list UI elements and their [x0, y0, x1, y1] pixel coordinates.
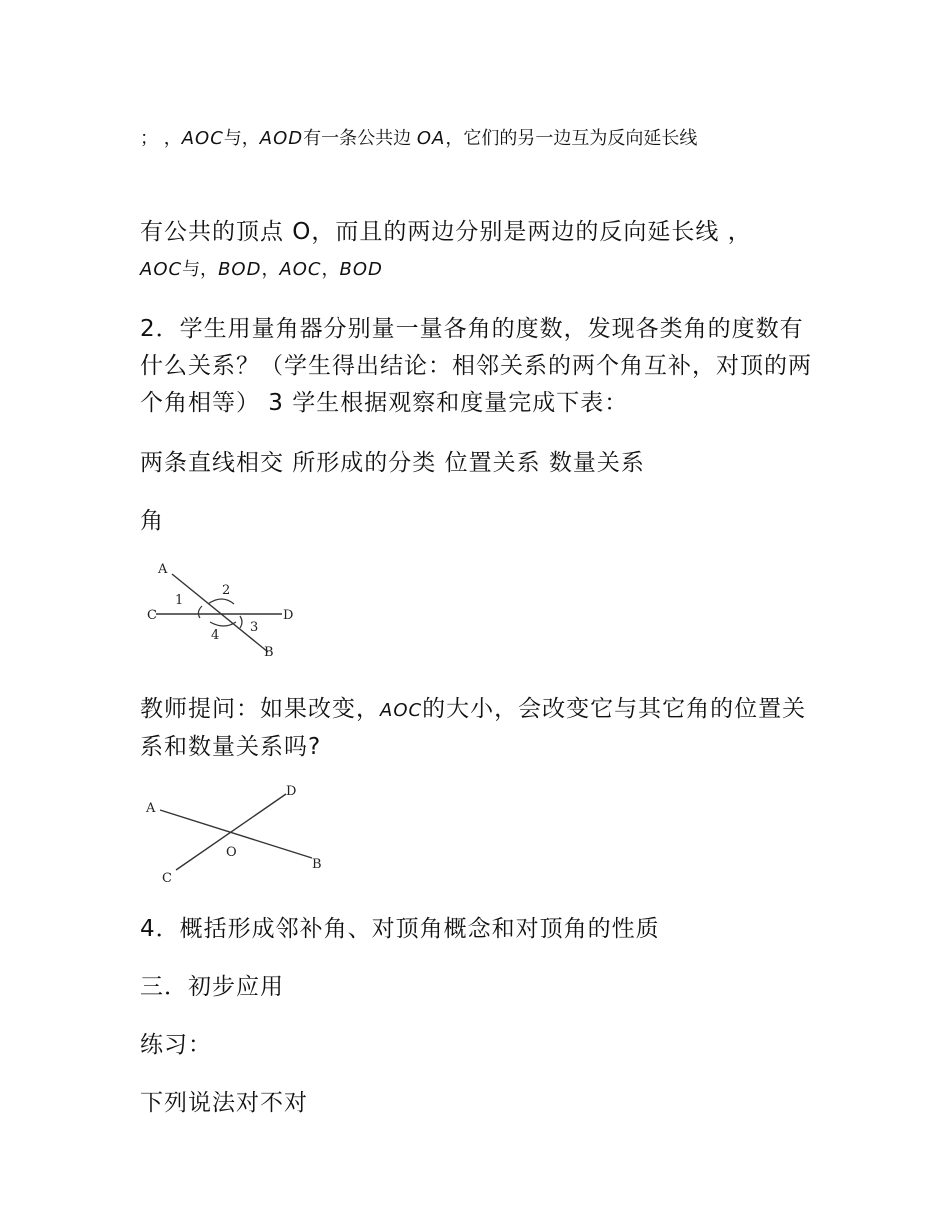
math-line [140, 251, 820, 288]
math-term: AOC [181, 128, 224, 149]
angle-1-arc [198, 606, 202, 618]
text-run: ； ， [140, 128, 182, 149]
math-term: BOD [218, 259, 262, 280]
paragraph-angle: 角 [140, 508, 164, 534]
text-run: ，它们的另一边互为反向延长线 [445, 128, 698, 149]
paragraph-exercise: 练习： [140, 1032, 212, 1058]
paragraph-step-2-3: 2．学生用量角器分别量一量各角的度数，发现各类角的度数有什么关系？（学生得出结论：相邻关系的两个角互补，对顶的两个角相等） 3 学生根据观察和度量完成下表： [140, 316, 812, 416]
text-run: ， [261, 259, 280, 280]
paragraph-adjacent-angles [140, 120, 820, 157]
figure-four-angles [140, 556, 300, 666]
intersecting-lines-diagram-o [140, 778, 340, 893]
text-run: 有公共的顶点 O，而且的两边分别是两边的反向延长线 ， [140, 219, 752, 245]
line-ab [172, 574, 268, 652]
label-angle-1: 1 [175, 593, 184, 608]
math-term: AOC [380, 700, 423, 721]
math-term: AOC [140, 259, 183, 280]
intersecting-lines-diagram [140, 556, 300, 666]
label-a: A [146, 801, 156, 816]
math-term: OA [416, 128, 446, 149]
label-a: A [158, 562, 168, 577]
section-heading-initial-application: 三．初步应用 [140, 974, 284, 1000]
text-run: 与， [223, 128, 260, 149]
label-o: O [226, 845, 237, 860]
math-term: AOD [259, 128, 304, 149]
figure-intersecting-lines-o [140, 778, 340, 893]
text-run: 有一条公共边 [303, 128, 417, 149]
paragraph-teacher-question [140, 691, 820, 766]
label-b: B [264, 645, 274, 660]
angle-3-arc [240, 616, 242, 628]
table-header-line: 两条直线相交 所形成的分类 位置关系 数量关系 [140, 450, 645, 476]
label-b: B [312, 857, 322, 872]
label-c: C [147, 608, 157, 623]
paragraph-step-4: 4．概括形成邻补角、对顶角概念和对顶角的性质 [140, 916, 660, 942]
text-run: 的大小，会改变它与其它角的位置关系和数量关系吗? [140, 696, 807, 760]
label-d: D [286, 784, 297, 799]
label-angle-4: 4 [211, 628, 220, 643]
text-run: 教师提问：如果改变， [140, 696, 380, 722]
label-angle-2: 2 [222, 583, 231, 598]
label-angle-3: 3 [250, 620, 259, 635]
paragraph-vertical-angles [140, 214, 820, 288]
text-run: 与， [182, 259, 219, 280]
paragraph-true-or-false: 下列说法对不对 [140, 1090, 308, 1116]
label-d: D [283, 608, 294, 623]
angle-2-arc [208, 599, 234, 604]
math-term: BOD [339, 259, 383, 280]
label-c: C [162, 871, 172, 886]
text-run: ， [321, 259, 340, 280]
math-term: AOC [279, 259, 322, 280]
